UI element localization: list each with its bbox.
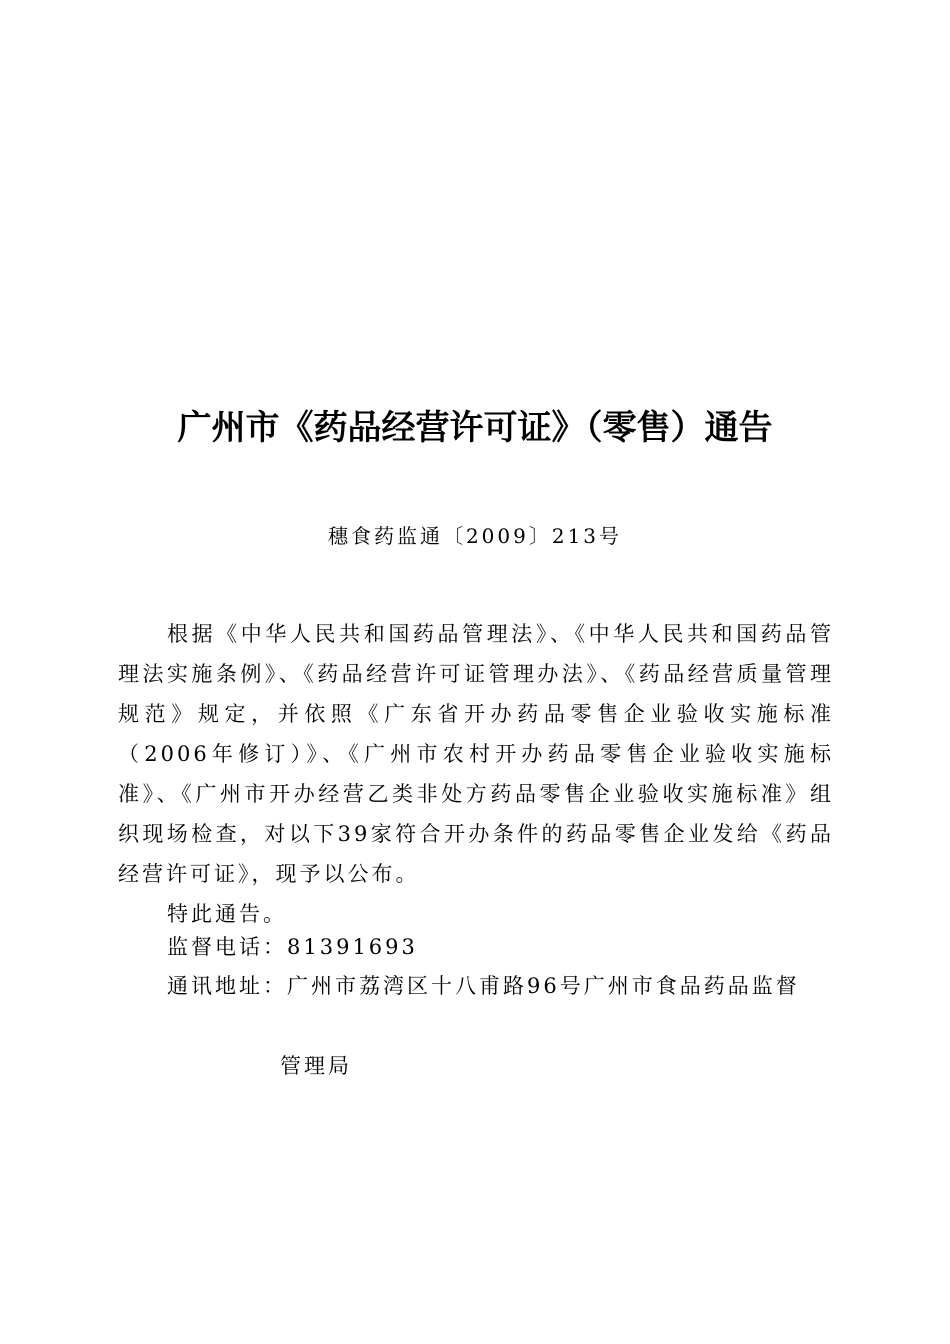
page-title: 广州市《药品经营许可证》（零售）通告 (177, 408, 773, 448)
mailing-address-continued: 管理局 (280, 1054, 352, 1078)
document-number: 穗食药监通〔2009〕213号 (327, 524, 623, 548)
supervision-phone: 监督电话：81391693 (167, 935, 418, 959)
body-paragraph: 根据《中华人民共和国药品管理法》、《中华人民共和国药品管理法实施条例》、《药品经营许可证管理办法》、《药品经营质量管理规范》规定，并依照《广东省开办药品零售企业验收实施标准（2006年修订）》、《广州市农村开办药品零售企业验收实施标准》、《广州市开办经营乙类非处方药品零售企业验收实施标准》组织现场检查，对以下39家符合开办条件的药品零售企业发给《药品经营许可证》，现予以公布。 (118, 622, 834, 886)
notice-line: 特此通告。 (167, 902, 287, 926)
mailing-address: 通讯地址：广州市荔湾区十八甫路96号广州市食品药品监督 (167, 974, 800, 998)
